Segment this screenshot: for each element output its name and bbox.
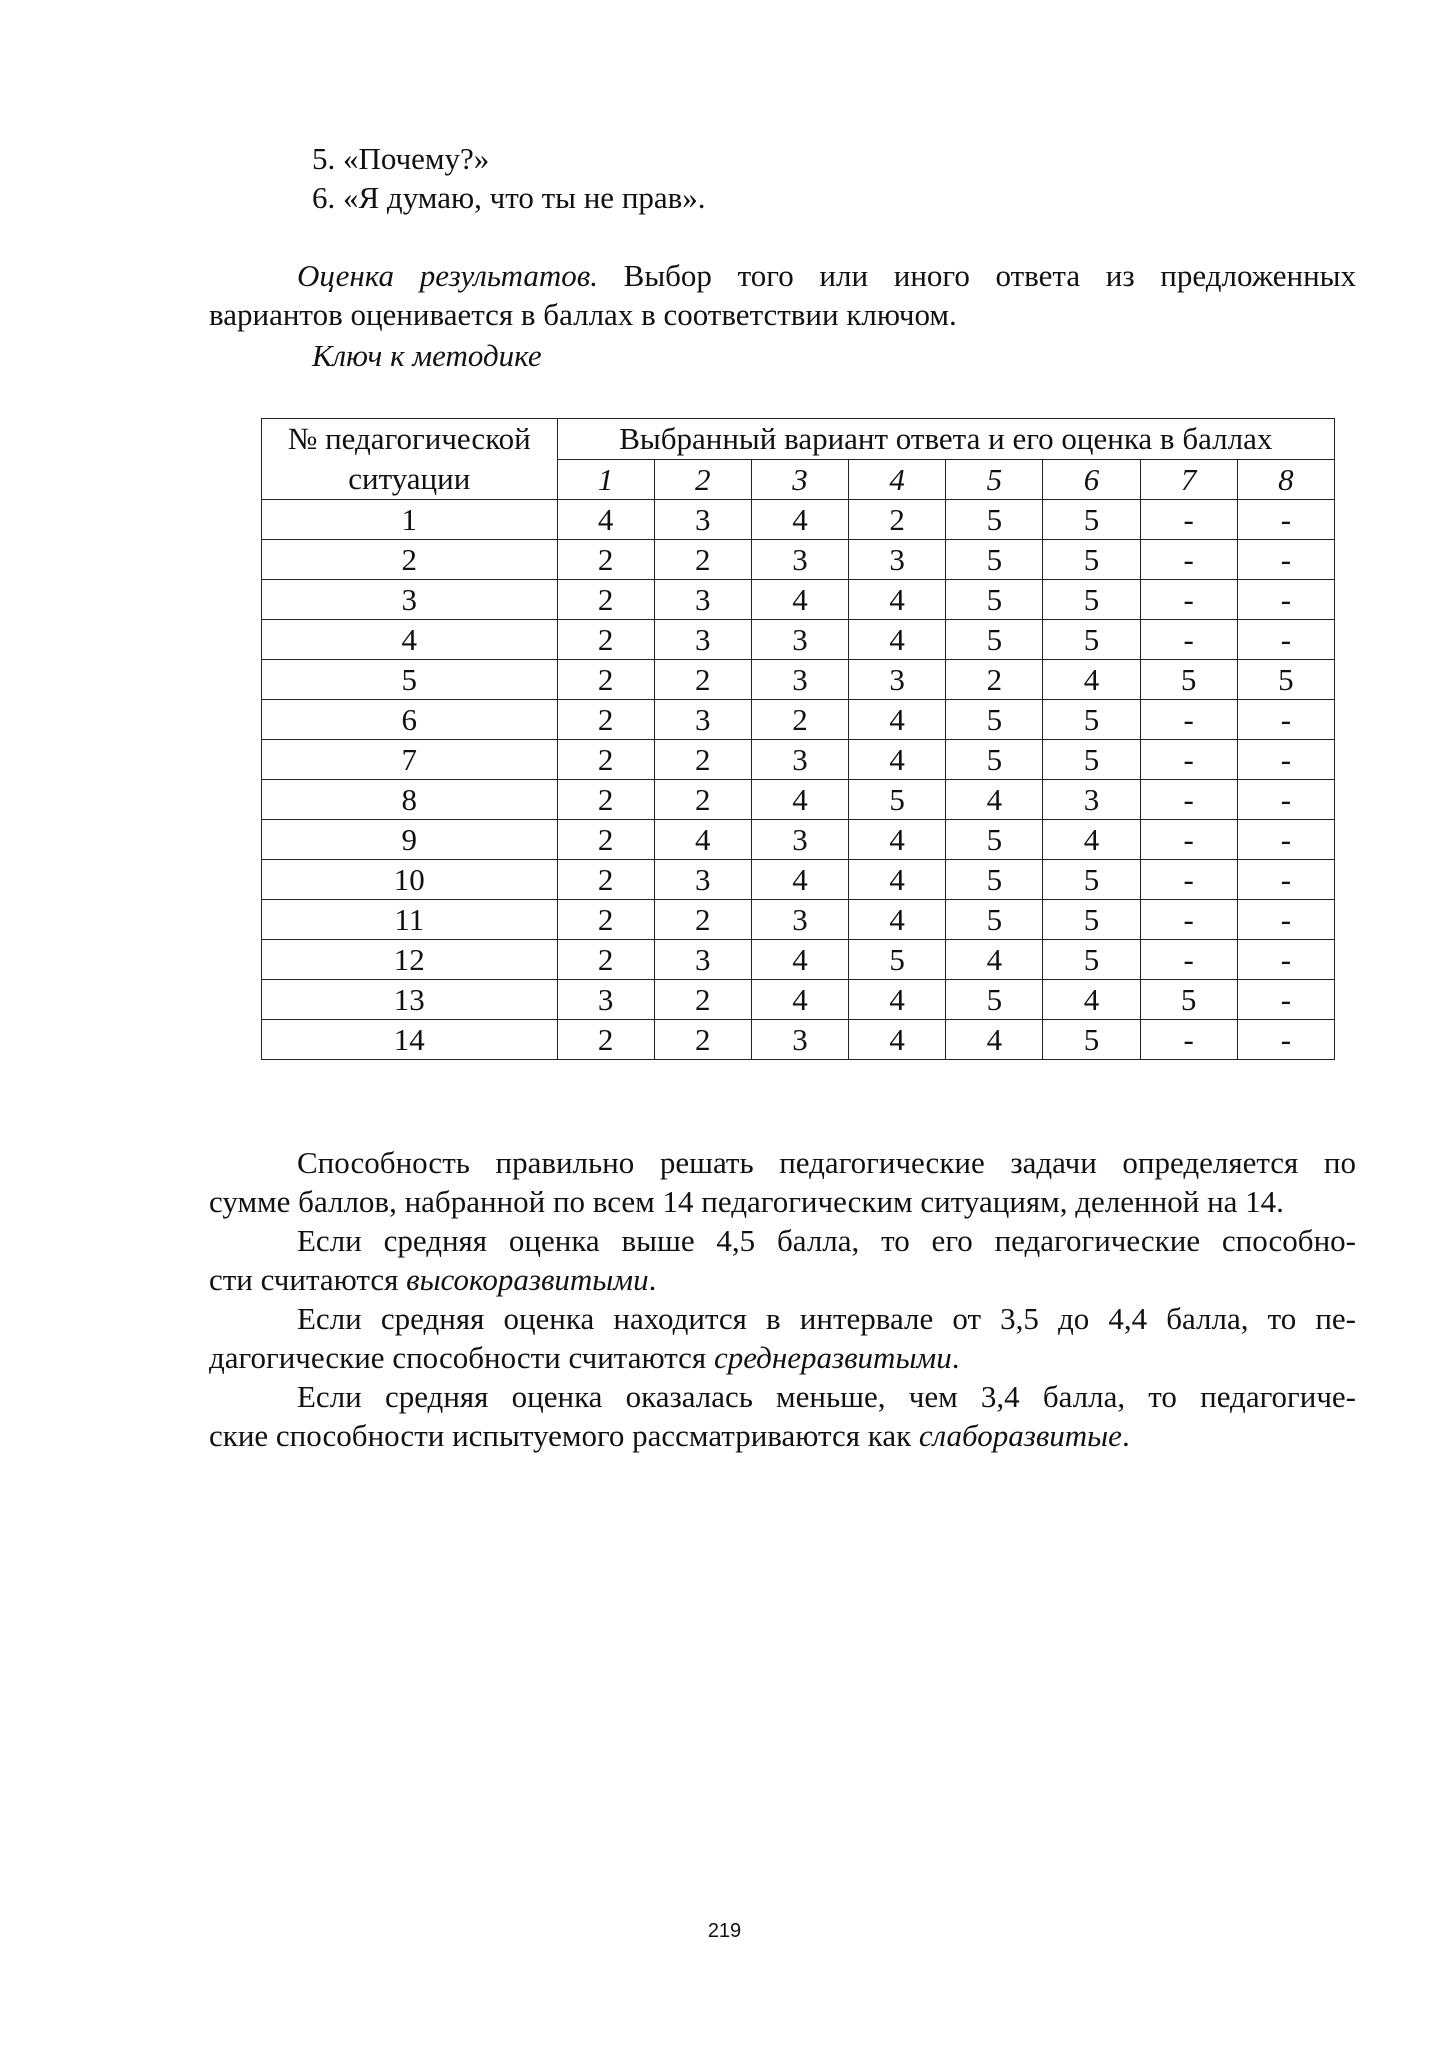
variant-number-header: 6	[1043, 459, 1140, 500]
score-cell: 4	[849, 740, 946, 780]
score-cell: 4	[849, 580, 946, 620]
situation-number-cell: 6	[262, 700, 558, 740]
score-cell: 2	[849, 500, 946, 540]
paragraph-text: .	[951, 1340, 960, 1375]
table-row	[262, 620, 1335, 660]
score-cell: 4	[751, 500, 848, 540]
table-row	[262, 900, 1335, 940]
emphasis-text: среднеразвитыми	[713, 1340, 952, 1375]
variant-number-header: 5	[946, 459, 1043, 500]
score-cell: 2	[557, 580, 654, 620]
score-cell: 3	[751, 1020, 848, 1060]
table-row	[262, 980, 1335, 1020]
score-cell: 3	[751, 900, 848, 940]
score-cell: 2	[654, 780, 751, 820]
table-row	[262, 1020, 1335, 1060]
score-cell: 4	[946, 780, 1043, 820]
score-cell: 2	[557, 700, 654, 740]
score-cell: -	[1237, 940, 1334, 980]
score-cell: 5	[1043, 500, 1140, 540]
score-cell: 3	[654, 580, 751, 620]
score-cell: 5	[1140, 980, 1237, 1020]
column-header-situation-number: № педагогической ситуации	[262, 419, 558, 500]
score-cell: 4	[946, 1020, 1043, 1060]
score-cell: 4	[946, 940, 1043, 980]
score-cell: 2	[946, 660, 1043, 700]
paragraph-line: сумме баллов, набранной по всем 14 педагогическим ситуациям, деленной на 14.	[209, 1184, 1284, 1219]
table-row	[262, 860, 1335, 900]
score-cell: -	[1237, 860, 1334, 900]
score-cell: -	[1237, 980, 1334, 1020]
table-row	[262, 700, 1335, 740]
variant-number-header: 2	[654, 459, 751, 500]
score-cell: 2	[557, 620, 654, 660]
score-cell: 2	[654, 540, 751, 580]
score-cell: 2	[557, 540, 654, 580]
score-cell: 5	[946, 620, 1043, 660]
score-cell: 5	[1043, 740, 1140, 780]
list-item: 6. «Я думаю, что ты не прав».	[312, 180, 706, 215]
situation-number-cell: 4	[262, 620, 558, 660]
score-cell: 2	[557, 860, 654, 900]
paragraph-text: дагогические способности считаются	[209, 1340, 714, 1375]
score-cell: 4	[557, 500, 654, 540]
score-cell: 3	[654, 500, 751, 540]
score-cell: 2	[654, 740, 751, 780]
paragraph-medium	[209, 1299, 1356, 1377]
score-cell: -	[1237, 780, 1334, 820]
table-row	[262, 940, 1335, 980]
situation-number-cell: 5	[262, 660, 558, 700]
score-cell: 4	[849, 980, 946, 1020]
table-row	[262, 820, 1335, 860]
score-cell: 5	[1043, 1020, 1140, 1060]
score-cell: 2	[654, 660, 751, 700]
score-cell: 2	[557, 940, 654, 980]
score-cell: 3	[849, 540, 946, 580]
paragraph-line: Способность правильно решать педагогические задачи определяется по	[297, 1145, 1356, 1180]
situation-number-cell: 10	[262, 860, 558, 900]
paragraph-line: Если средняя оценка выше 4,5 балла, то его педагогические способно-	[297, 1223, 1356, 1258]
table-row	[262, 500, 1335, 540]
score-cell: 5	[946, 740, 1043, 780]
situation-number-cell: 11	[262, 900, 558, 940]
paragraph-text: ские способности испытуемого рассматриваются как	[209, 1418, 919, 1453]
situation-number-cell: 2	[262, 540, 558, 580]
score-cell: -	[1140, 940, 1237, 980]
emphasis-text: слаборазвитые	[918, 1418, 1122, 1453]
score-cell: -	[1237, 1020, 1334, 1060]
score-cell: -	[1140, 540, 1237, 580]
score-cell: 5	[1237, 660, 1334, 700]
score-cell: 2	[557, 780, 654, 820]
score-cell: 3	[849, 660, 946, 700]
paragraph-high	[209, 1221, 1356, 1299]
score-cell: -	[1140, 820, 1237, 860]
variant-number-header: 3	[751, 459, 848, 500]
table-row	[262, 780, 1335, 820]
table-row	[262, 740, 1335, 780]
score-cell: 4	[1043, 660, 1140, 700]
score-cell: 5	[946, 820, 1043, 860]
situation-number-cell: 14	[262, 1020, 558, 1060]
paragraph-line: Если средняя оценка оказалась меньше, чем 3,4 балла, то педагогиче-	[297, 1379, 1356, 1414]
paragraph-text: .	[1121, 1418, 1130, 1453]
variant-number-header: 7	[1140, 459, 1237, 500]
paragraph-text: сти считаются	[209, 1262, 407, 1297]
score-cell: 4	[1043, 820, 1140, 860]
score-cell: -	[1140, 900, 1237, 940]
score-cell: 5	[1043, 540, 1140, 580]
score-cell: 2	[557, 1020, 654, 1060]
list-item: 5. «Почему?»	[312, 141, 490, 176]
score-cell: -	[1140, 860, 1237, 900]
paragraph-line	[209, 1260, 1356, 1299]
score-cell: 5	[849, 940, 946, 980]
score-cell: 3	[751, 540, 848, 580]
score-cell: 3	[1043, 780, 1140, 820]
score-cell: 4	[751, 980, 848, 1020]
score-cell: 5	[1043, 700, 1140, 740]
table-row	[262, 540, 1335, 580]
score-cell: 5	[946, 500, 1043, 540]
score-cell: 3	[751, 660, 848, 700]
score-cell: 2	[751, 700, 848, 740]
paragraph-line: Если средняя оценка находится в интервале от 3,5 до 4,4 балла, то пе-	[297, 1301, 1356, 1336]
score-cell: 4	[751, 940, 848, 980]
score-cell: 4	[849, 860, 946, 900]
score-cell: 2	[557, 740, 654, 780]
score-cell: 3	[654, 860, 751, 900]
table-row	[262, 580, 1335, 620]
score-cell: 3	[557, 980, 654, 1020]
score-cell: 5	[946, 580, 1043, 620]
evaluation-text-line2: вариантов оценивается в баллах в соответствии ключом.	[209, 297, 957, 332]
score-cell: 2	[654, 980, 751, 1020]
score-cell: 5	[946, 700, 1043, 740]
score-cell: 2	[557, 820, 654, 860]
situation-number-cell: 9	[262, 820, 558, 860]
score-cell: -	[1140, 1020, 1237, 1060]
situation-number-cell: 7	[262, 740, 558, 780]
situation-number-cell: 8	[262, 780, 558, 820]
column-header-variants: Выбранный вариант ответа и его оценка в баллах	[557, 419, 1334, 460]
score-cell: 5	[1043, 620, 1140, 660]
score-cell: 3	[654, 940, 751, 980]
score-cell: 3	[751, 820, 848, 860]
score-cell: -	[1237, 500, 1334, 540]
score-cell: 5	[1043, 940, 1140, 980]
score-cell: -	[1140, 700, 1237, 740]
score-cell: -	[1140, 740, 1237, 780]
score-cell: -	[1237, 700, 1334, 740]
score-cell: 4	[849, 620, 946, 660]
score-cell: 5	[946, 980, 1043, 1020]
score-cell: -	[1237, 540, 1334, 580]
score-cell: 5	[849, 780, 946, 820]
score-cell: 5	[1140, 660, 1237, 700]
score-cell: -	[1237, 740, 1334, 780]
key-table	[261, 418, 1335, 1060]
evaluation-text: Выбор того или иного ответа из предложенных	[597, 258, 1356, 293]
key-title: Ключ к методике	[312, 338, 542, 373]
score-cell: 3	[654, 620, 751, 660]
score-cell: 4	[849, 700, 946, 740]
table-row	[262, 660, 1335, 700]
score-cell: 5	[946, 540, 1043, 580]
evaluation-paragraph	[209, 256, 1356, 334]
situation-number-cell: 3	[262, 580, 558, 620]
paragraph-line	[209, 1338, 1356, 1377]
score-cell: 5	[946, 900, 1043, 940]
score-cell: 4	[654, 820, 751, 860]
variant-number-header: 4	[849, 459, 946, 500]
score-cell: 2	[557, 660, 654, 700]
score-cell: -	[1237, 820, 1334, 860]
emphasis-text: высокоразвитыми	[406, 1262, 649, 1297]
score-cell: -	[1237, 620, 1334, 660]
paragraph-line	[209, 1416, 1356, 1455]
score-cell: 3	[751, 620, 848, 660]
paragraph-low	[209, 1377, 1356, 1455]
score-cell: 3	[654, 700, 751, 740]
score-cell: 4	[751, 860, 848, 900]
score-cell: 5	[1043, 860, 1140, 900]
variant-number-header: 1	[557, 459, 654, 500]
score-cell: 4	[849, 900, 946, 940]
score-cell: -	[1140, 580, 1237, 620]
score-cell: 4	[751, 780, 848, 820]
score-cell: 3	[751, 740, 848, 780]
score-cell: -	[1237, 900, 1334, 940]
score-cell: 2	[654, 1020, 751, 1060]
score-cell: 5	[1043, 900, 1140, 940]
score-cell: 4	[849, 820, 946, 860]
situation-number-cell: 1	[262, 500, 558, 540]
situation-number-cell: 13	[262, 980, 558, 1020]
score-cell: 4	[751, 580, 848, 620]
score-cell: 2	[557, 900, 654, 940]
score-cell: -	[1140, 780, 1237, 820]
key-table-body	[262, 500, 1335, 1060]
score-cell: -	[1140, 620, 1237, 660]
variant-number-header: 8	[1237, 459, 1334, 500]
score-cell: 5	[946, 860, 1043, 900]
score-cell: -	[1237, 580, 1334, 620]
situation-number-cell: 12	[262, 940, 558, 980]
score-cell: 4	[1043, 980, 1140, 1020]
score-cell: 2	[654, 900, 751, 940]
paragraph-summary	[209, 1143, 1356, 1221]
page-number: 219	[707, 1920, 742, 1942]
score-cell: -	[1140, 500, 1237, 540]
score-cell: 4	[849, 1020, 946, 1060]
evaluation-lead: Оценка результатов.	[297, 258, 598, 293]
score-cell: 5	[1043, 580, 1140, 620]
paragraph-text: .	[648, 1262, 657, 1297]
